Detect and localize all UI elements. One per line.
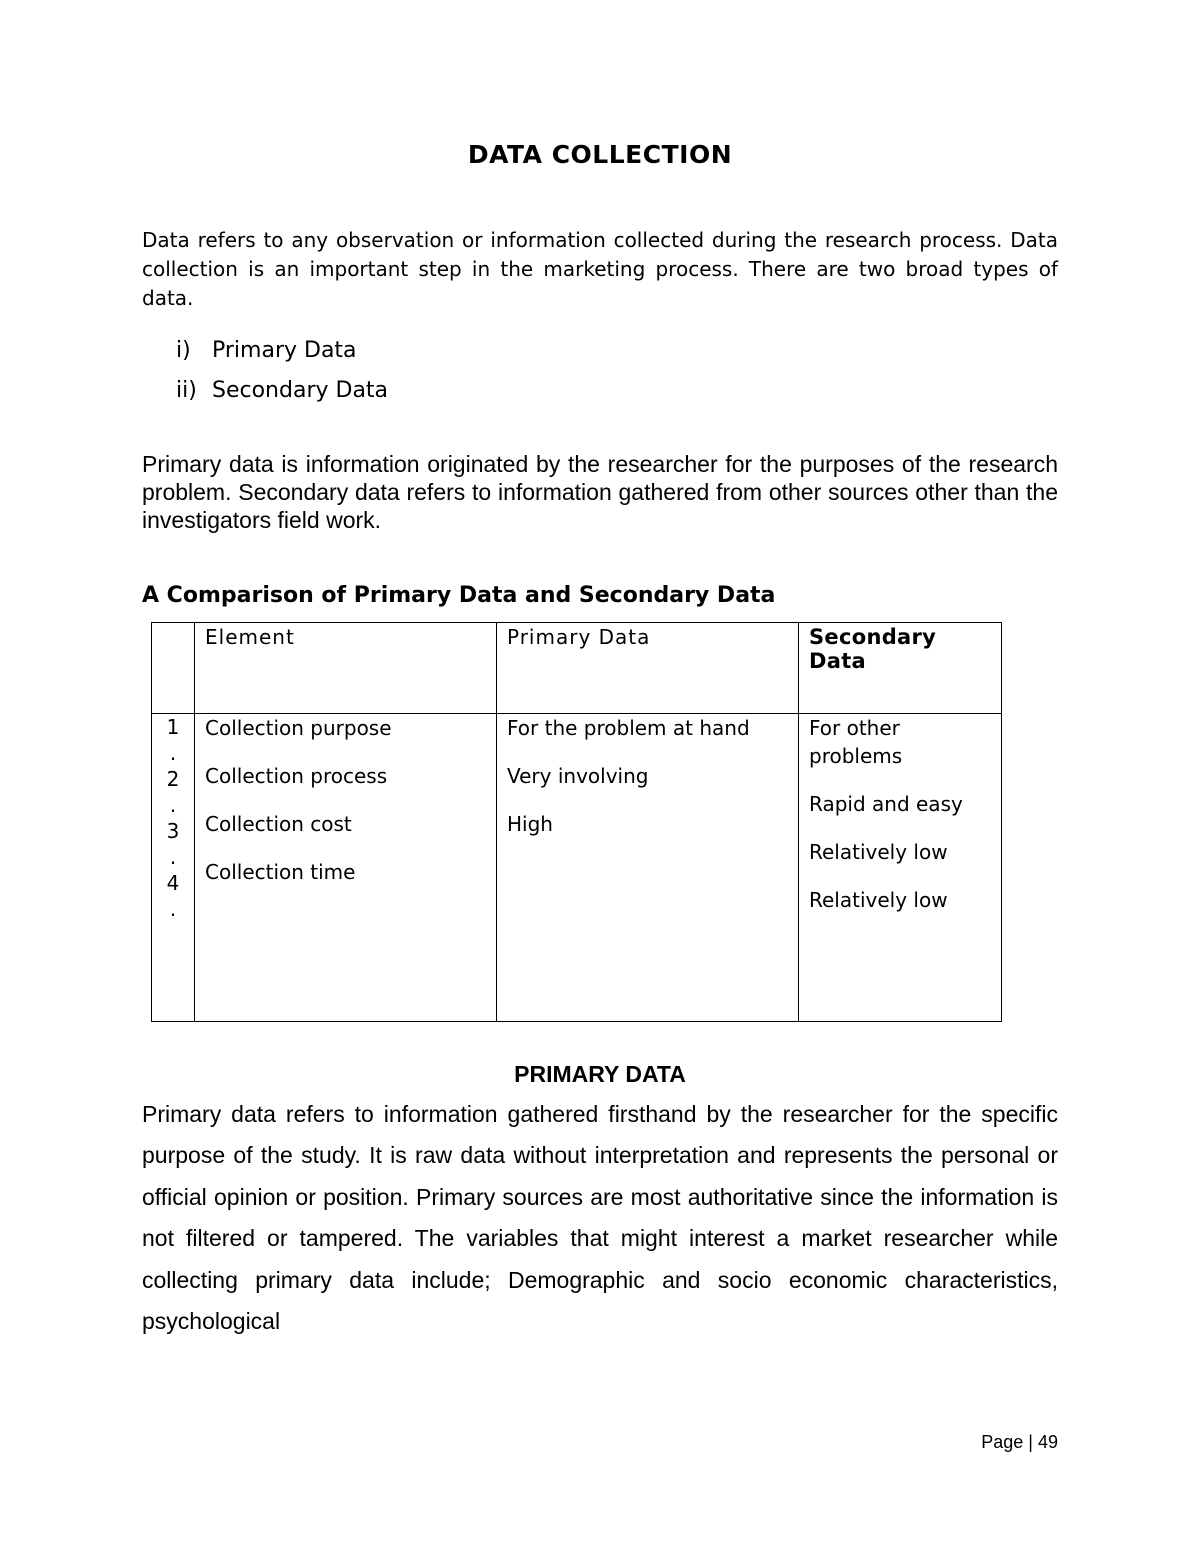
list-item	[176, 331, 388, 371]
list-item	[176, 371, 388, 411]
comparison-table	[151, 622, 1002, 1022]
secondary-item: Rapid and easy	[809, 792, 963, 816]
table-header-row	[152, 623, 1002, 714]
row-numbers-cell	[152, 714, 195, 1022]
element-item: Collection time	[205, 860, 356, 884]
secondary-item: Relatively low	[809, 840, 948, 864]
page-title: DATA COLLECTION	[467, 140, 733, 169]
primary-item: For the problem at hand	[507, 716, 750, 740]
row-number-dot: .	[169, 793, 177, 817]
secondary-item: Relatively low	[809, 888, 948, 912]
list-label: Primary Data	[212, 338, 357, 363]
section-paragraph: Primary data refers to information gathered firsthand by the researcher for the specific purpose of the study. It is raw data without interpretation and represents the personal or official opinion or position. Primary sources are most authoritative since the information is not filtered or tampered. The variables that might interest a market researcher while collecting primary data include; Demographic and socio economic characteristics, psychological	[142, 1101, 1058, 1335]
elements-cell	[195, 714, 497, 1022]
row-number: 4	[166, 871, 180, 895]
section-heading: PRIMARY DATA	[514, 1061, 686, 1087]
primary-cell	[497, 714, 799, 1022]
data-types-list	[176, 331, 388, 411]
intro-paragraph: Data refers to any observation or information collected during the research process. Data collection is an important step in the marketing process. There are two broad types of data.	[142, 228, 1058, 310]
footer-separator: |	[1028, 1432, 1033, 1452]
primary-item: Very involving	[507, 764, 649, 788]
comparison-heading: A Comparison of Primary Data and Secondary Data	[142, 583, 776, 608]
header-element: Element	[195, 623, 497, 714]
page-footer	[981, 1432, 1058, 1453]
row-number: 3	[166, 819, 180, 843]
element-item: Collection cost	[205, 812, 352, 836]
definition-paragraph: Primary data is information originated by the researcher for the purposes of the research problem. Secondary data refers to information gathered from other sources other than the investigators field work.	[142, 451, 1058, 533]
footer-label: Page	[981, 1432, 1024, 1452]
list-label: Secondary Data	[212, 378, 389, 403]
secondary-item: For other problems	[809, 716, 903, 768]
primary-item: High	[507, 812, 553, 836]
page-number: 49	[1037, 1432, 1058, 1452]
element-item: Collection purpose	[205, 716, 392, 740]
element-item: Collection process	[205, 764, 388, 788]
row-number-dot: .	[169, 897, 177, 921]
row-number-dot: .	[169, 845, 177, 869]
secondary-cell	[799, 714, 1002, 1022]
header-secondary: Secondary Data	[799, 623, 1002, 714]
header-number-cell	[152, 623, 195, 714]
header-primary: Primary Data	[497, 623, 799, 714]
list-number: i)	[176, 338, 191, 363]
list-number: ii)	[176, 378, 197, 403]
row-number: 2	[166, 767, 180, 791]
row-number: 1	[166, 715, 180, 739]
table-row	[152, 714, 1002, 1022]
row-number-dot: .	[169, 741, 177, 765]
